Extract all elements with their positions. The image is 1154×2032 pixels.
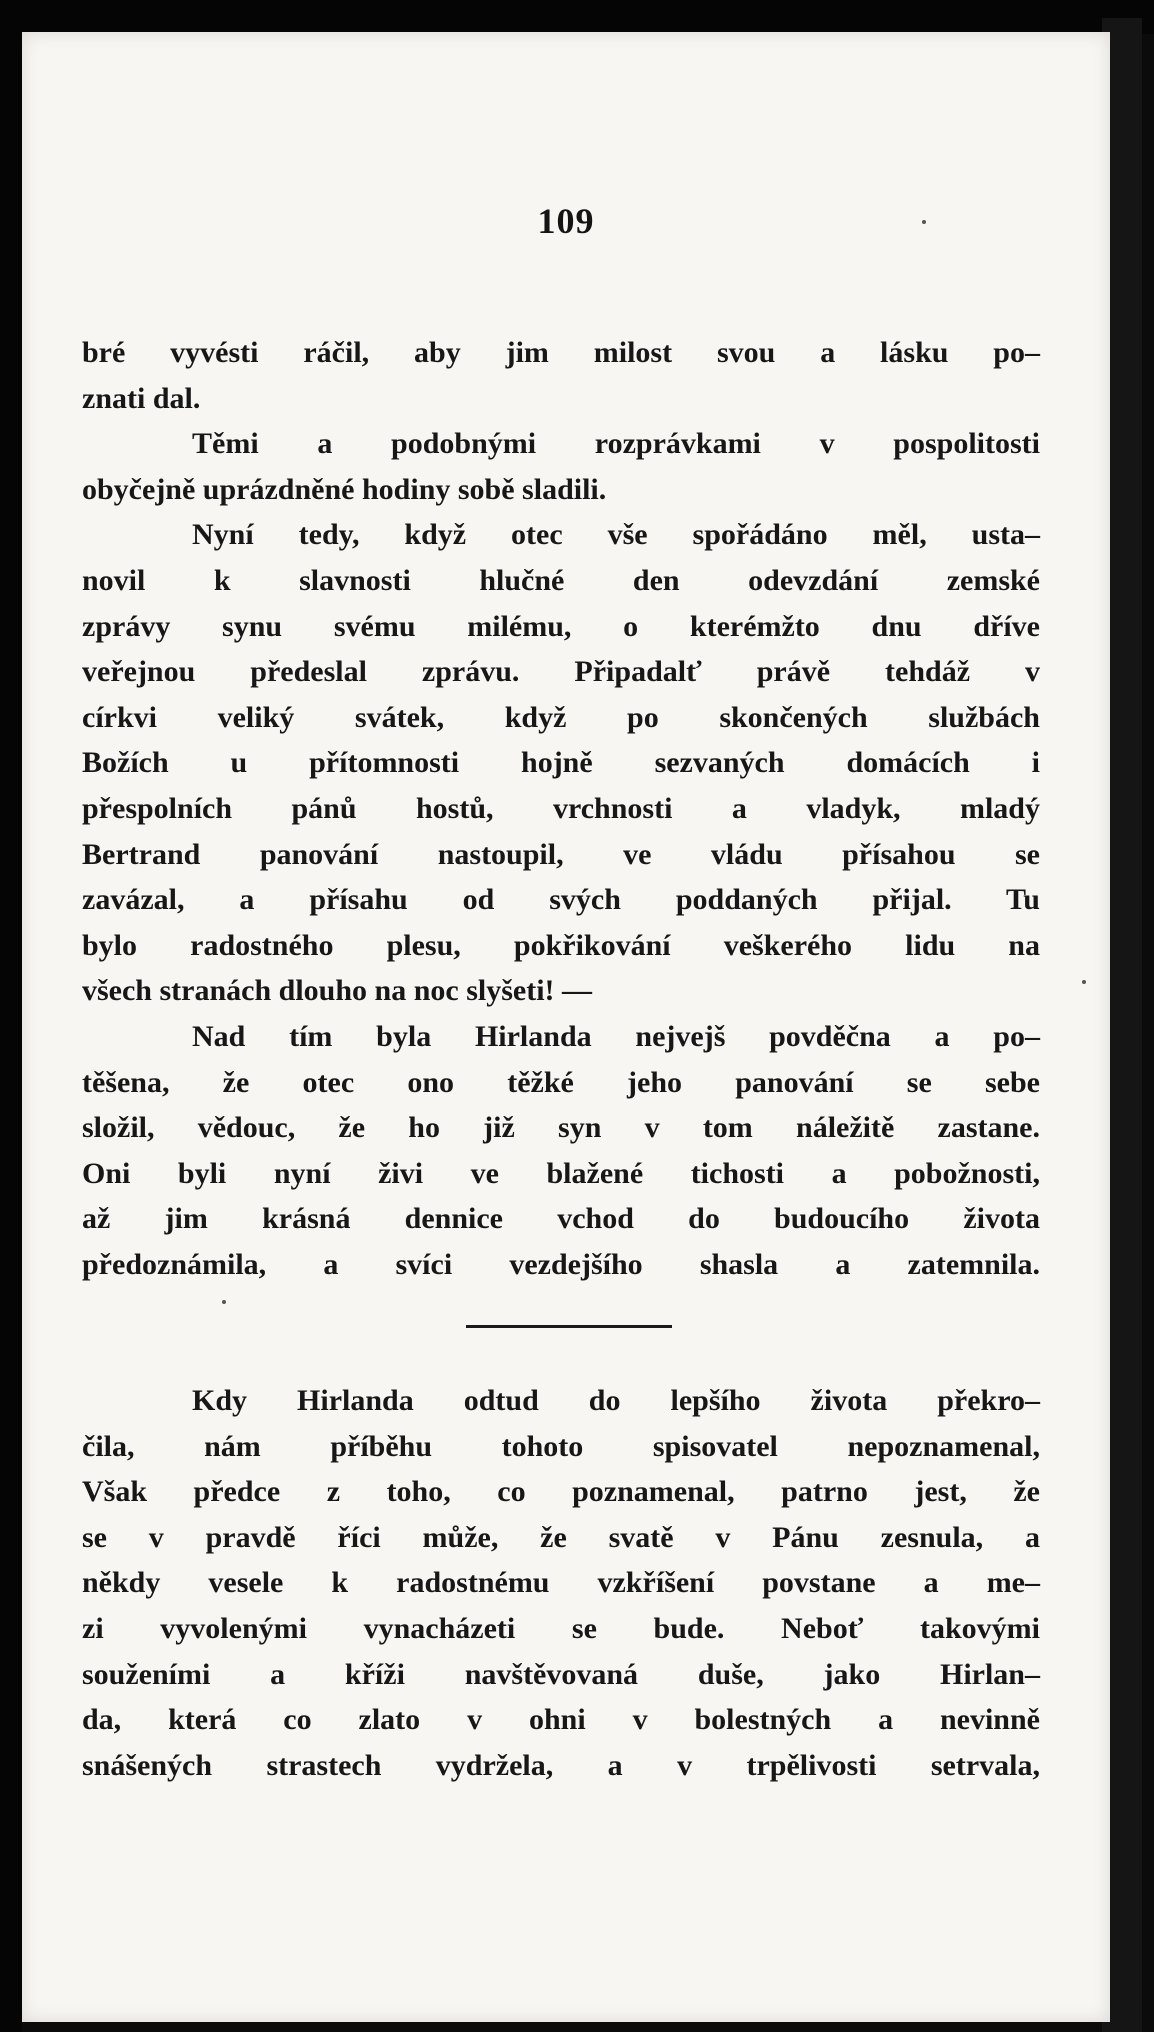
text-block-bottom — [82, 1378, 1040, 1788]
text-line: někdy vesele k radostnému vzkříšení povstane a me– — [82, 1566, 1040, 1600]
text-line: čila, nám příběhu tohoto spisovatel nepoznamenal, — [82, 1429, 1040, 1463]
text-line: bré vyvésti ráčil, aby jim milost svou a lásku po– — [82, 336, 1040, 369]
text-line: zavázal, a přísahu od svých poddaných přijal. Tu — [82, 883, 1040, 917]
text-line: znati dal. — [82, 381, 201, 415]
text-line: Bertrand panování nastoupil, ve vládu přísahou se — [82, 837, 1040, 871]
page-number: 109 — [537, 201, 595, 241]
text-line: těšena, že otec ono těžké jeho panování se sebe — [82, 1065, 1040, 1099]
text-block-top — [82, 330, 1040, 1287]
text-line: bylo radostného plesu, pokřikování veškerého lidu na — [82, 928, 1040, 962]
text-line: Nyní tedy, když otec vše spořádáno měl, usta– — [192, 518, 1040, 552]
text-line: obyčejně uprázdněné hodiny sobě sladili. — [82, 472, 607, 506]
text-line: novil k slavnosti hlučné den odevzdání zemské — [82, 563, 1040, 597]
text-line: předoznámila, a svíci vezdejšího shasla a zatemnila. — [82, 1247, 1040, 1281]
text-line: souženími a kříži navštěvovaná duše, jako Hirlan– — [82, 1657, 1040, 1691]
text-line: složil, vědouc, že ho již syn v tom náležitě zastane. — [82, 1111, 1040, 1145]
text-line: Nad tím byla Hirlanda nejvejš povděčna a po– — [192, 1019, 1040, 1053]
paper-page — [22, 32, 1110, 2022]
text-line: Těmi a podobnými rozprávkami v pospolitosti — [192, 427, 1040, 461]
text-line: da, která co zlato v ohni v bolestných a nevinně — [82, 1703, 1040, 1737]
text-line: všech stranách dlouho na noc slyšeti! — — [82, 974, 593, 1008]
scan-left-border — [0, 0, 22, 2032]
scan-speck — [222, 1300, 226, 1304]
scan-speck — [922, 220, 926, 224]
text-line: až jim krásná dennice vchod do budoucího života — [82, 1202, 1040, 1236]
text-line: Však předce z toho, co poznamenal, patrno jest, že — [82, 1475, 1040, 1509]
text-line: přespolních pánů hostů, vrchnosti a vladyk, mladý — [82, 791, 1040, 825]
text-line: zprávy synu svému milému, o kterémžto dnu dříve — [82, 609, 1040, 643]
text-line: se v pravdě říci může, že svatě v Pánu zesnula, a — [82, 1520, 1040, 1554]
text-line: Oni byli nyní živi ve blažené tichosti a pobožnosti, — [82, 1156, 1040, 1190]
scan-top-border — [0, 0, 1154, 34]
text-line: snášených strastech vydržela, a v trpělivosti setrvala, — [82, 1748, 1040, 1782]
scan-speck — [1082, 980, 1086, 984]
section-divider — [466, 1325, 672, 1328]
text-line: zi vyvolenými vynacházeti se bude. Neboť takovými — [82, 1611, 1040, 1645]
text-line: Kdy Hirlanda odtud do lepšího života překro– — [192, 1384, 1040, 1417]
text-line: Božích u přítomnosti hojně sezvaných domácích i — [82, 746, 1040, 780]
text-line: církvi veliký svátek, když po skončených službách — [82, 700, 1040, 734]
text-line: veřejnou předeslal zprávu. Připadalť právě tehdáž v — [82, 655, 1040, 689]
